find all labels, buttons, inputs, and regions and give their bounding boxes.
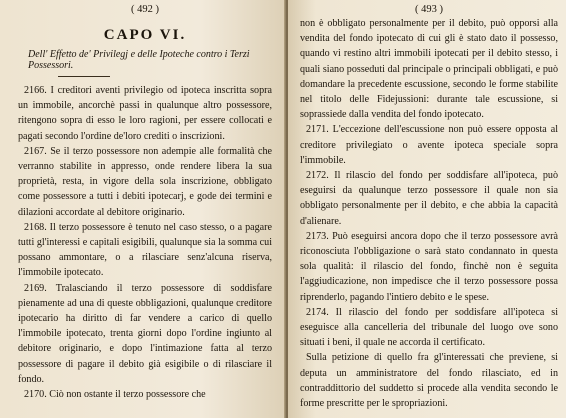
article-2171: 2171. L'eccezione dell'escussione non può essere opposta al creditore privilegiato o avente ipoteca speciale sopra l'immobile.: [300, 124, 558, 166]
left-page-number: ( 492 ): [131, 4, 159, 15]
article-2169: 2169. Tralasciando il terzo possessore di soddisfare pienamente ad una di queste obbligazioni, qualunque creditore ipotecario ha diritto di far vendere a carico di quello l'immobile ipotecato, trenta giorni dopo l'ordine ingiunto al debitore originario, e dopo l'intimazione fatta al terzo possessore di pagare il debito già esigibile o di rilasciare il fondo.: [18, 282, 272, 385]
heading-divider: [58, 76, 110, 77]
article-2172: 2172. Il rilascio del fondo per soddisfare all'ipoteca, può eseguirsi da qualunque terzo possessore il quale non sia obbligato personalmente per il debito, e che abbia la capacità d'alienare.: [300, 170, 558, 227]
article-2174-continued: Sulla petizione di quello fra gl'interessati che previene, si deputa un amministratore del fondo rilasciato, ed in contraddittorio del suddetto si procede alla vendita secondo le forme prescritte per le spropriazioni.: [300, 352, 558, 410]
article-2170: 2170. Ciò non ostante il terzo possessore che: [24, 389, 206, 401]
article-2166: 2166. I creditori aventi privilegio od ipoteca inscritta sopra un immobile, ancorchè passi in qualunque altro possessore, ritengono sopra di esso le loro ragioni, per essere collocati e pagati secondo l'ordine de'loro crediti o inscrizioni.: [18, 85, 272, 142]
right-page: [288, 0, 566, 418]
right-page-number: ( 493 ): [415, 4, 443, 15]
left-page-text: [18, 83, 272, 402]
article-2167: 2167. Se il terzo possessore non adempie alle formalità che verranno stabilite in appresso, onde rendere libera la sua proprietà, resta, in vigore della sola inscrizione, obbligato come possessore a tutti i debiti ipotecarj, e gode dei termini e dilazioni accordate al debitore originario.: [18, 145, 272, 218]
right-page-text: [300, 16, 558, 411]
article-2174: 2174. Il rilascio del fondo per soddisfare all'ipoteca si eseguisce alla cancelleria del tribunale del luogo ove sono situati i beni, il quale ne accorda il certificato.: [300, 306, 558, 349]
chapter-heading: CAPO VI.: [103, 27, 187, 43]
article-2173: 2173. Può eseguirsi ancora dopo che il terzo possessore avrà riconosciuta l'obbligazione o sarà stato condannato in questa sola qualità: il rilascio del fondo, finchè non è seguita l'aggiudicazione, non impedisce che il terzo possessore possa riprenderlo, pagando l'intiero debito e le spese.: [300, 230, 558, 303]
chapter-subtitle: Dell' Effetto de' Privilegj e delle Ipoteche contro i Terzi Possessori.: [28, 49, 250, 71]
article-2170-continued: non è obbligato personalmente per il debito, può opporsi alla vendita del fondo ipotecato di cui gli è stato dato il possesso, quando vi restino altri immobili ipotecati per il debito stesso, i quali siano posseduti dal principale o principali obbligati, e può domandare la precedente escussione, secondo le forme stabilite nel titolo delle Fidejussioni: durante tale escussione, si soprassiede dalla vendita del fondo ipotecato.: [300, 18, 558, 121]
article-2168: 2168. Il terzo possessore è tenuto nel caso stesso, o a pagare tutti gl'interessi e capitali esigibili, qualunque sia la somma cui possano ammontare, o a rilasciare senz'alcuna riserva, l'immobile ipotecato.: [18, 221, 272, 279]
